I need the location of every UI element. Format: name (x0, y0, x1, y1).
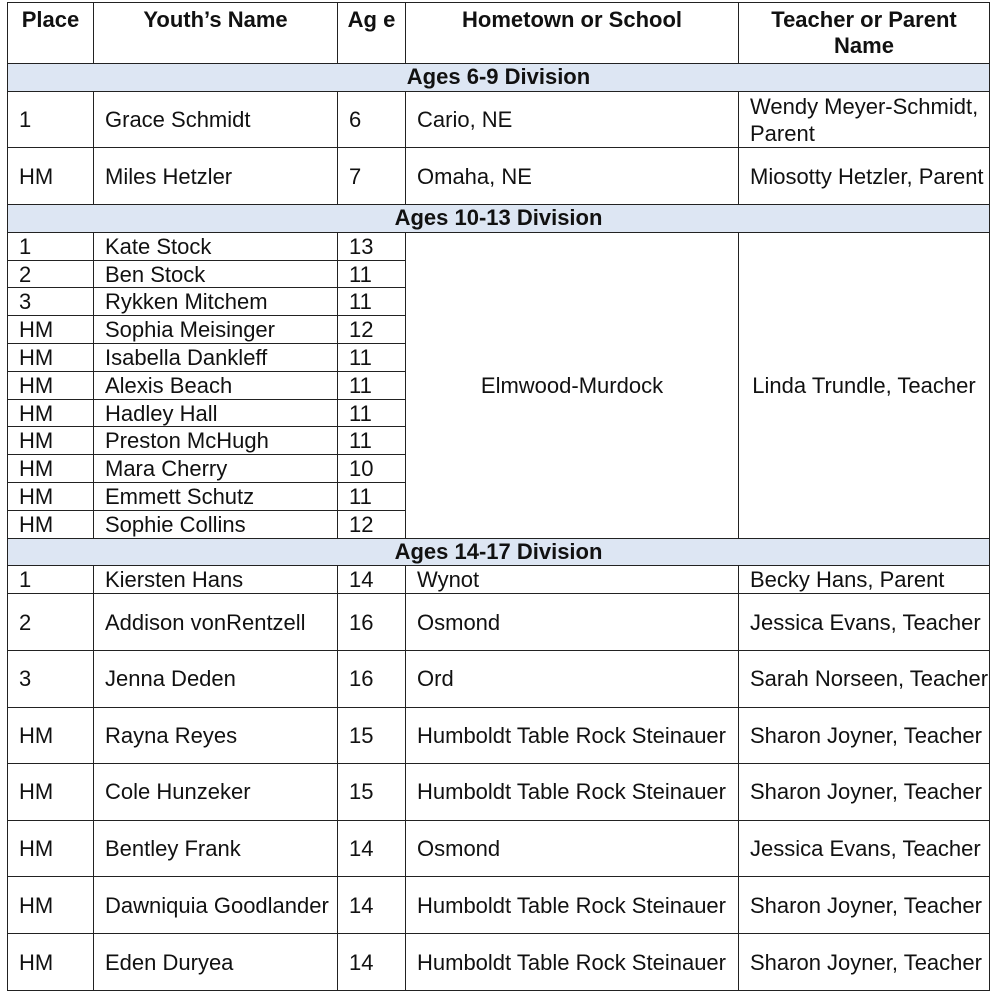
place-cell: HM (8, 510, 94, 538)
header-hometown: Hometown or School (406, 3, 739, 64)
age-cell: 15 (338, 707, 406, 764)
name-cell: Isabella Dankleff (94, 344, 338, 372)
teacher-cell: Jessica Evans, Teacher (739, 820, 990, 877)
age-cell: 14 (338, 934, 406, 991)
table-row (8, 148, 990, 205)
age-cell: 7 (338, 148, 406, 205)
name-cell: Rykken Mitchem (94, 288, 338, 316)
name-cell: Kiersten Hans (94, 566, 338, 594)
name-cell: Hadley Hall (94, 399, 338, 427)
age-cell: 15 (338, 764, 406, 821)
name-cell: Emmett Schutz (94, 483, 338, 511)
age-cell: 11 (338, 260, 406, 288)
name-cell: Alexis Beach (94, 371, 338, 399)
teacher-cell: Sarah Norseen, Teacher (739, 650, 990, 707)
hometown-cell: Omaha, NE (406, 148, 739, 205)
table-row (8, 594, 990, 651)
name-cell: Rayna Reyes (94, 707, 338, 764)
place-cell: 2 (8, 260, 94, 288)
division-title: Ages 14-17 Division (8, 538, 990, 566)
place-cell: HM (8, 820, 94, 877)
table-row (8, 91, 990, 148)
table-row (8, 650, 990, 707)
age-cell: 11 (338, 427, 406, 455)
place-cell: 1 (8, 91, 94, 148)
division-title: Ages 10-13 Division (8, 205, 990, 233)
age-cell: 11 (338, 483, 406, 511)
teacher-cell: Sharon Joyner, Teacher (739, 707, 990, 764)
age-cell: 11 (338, 399, 406, 427)
hometown-cell: Humboldt Table Rock Steinauer (406, 707, 739, 764)
division-title: Ages 6-9 Division (8, 64, 990, 92)
header-teacher: Teacher or Parent Name (739, 3, 990, 64)
age-cell: 14 (338, 820, 406, 877)
place-cell: 1 (8, 232, 94, 260)
table-row (8, 707, 990, 764)
name-cell: Dawniquia Goodlander (94, 877, 338, 934)
place-cell: HM (8, 455, 94, 483)
age-cell: 6 (338, 91, 406, 148)
hometown-cell: Humboldt Table Rock Steinauer (406, 764, 739, 821)
header-age: Ag e (338, 3, 406, 64)
name-cell: Ben Stock (94, 260, 338, 288)
division-header-row (8, 64, 990, 92)
name-cell: Bentley Frank (94, 820, 338, 877)
place-cell: HM (8, 707, 94, 764)
table-row (8, 820, 990, 877)
name-cell: Grace Schmidt (94, 91, 338, 148)
age-cell: 10 (338, 455, 406, 483)
header-place: Place (8, 3, 94, 64)
hometown-cell: Humboldt Table Rock Steinauer (406, 877, 739, 934)
name-cell: Addison vonRentzell (94, 594, 338, 651)
age-cell: 16 (338, 594, 406, 651)
hometown-cell: Ord (406, 650, 739, 707)
table-row (8, 877, 990, 934)
age-cell: 14 (338, 566, 406, 594)
name-cell: Jenna Deden (94, 650, 338, 707)
age-cell: 13 (338, 232, 406, 260)
teacher-cell: Sharon Joyner, Teacher (739, 877, 990, 934)
name-cell: Mara Cherry (94, 455, 338, 483)
table-row (8, 232, 990, 260)
place-cell: HM (8, 371, 94, 399)
name-cell: Eden Duryea (94, 934, 338, 991)
teacher-cell: Jessica Evans, Teacher (739, 594, 990, 651)
hometown-cell: Humboldt Table Rock Steinauer (406, 934, 739, 991)
place-cell: HM (8, 427, 94, 455)
place-cell: HM (8, 316, 94, 344)
place-cell: 2 (8, 594, 94, 651)
hometown-cell: Wynot (406, 566, 739, 594)
place-cell: 1 (8, 566, 94, 594)
teacher-cell: Miosotty Hetzler, Parent (739, 148, 990, 205)
division-header-row (8, 205, 990, 233)
header-youth-name: Youth’s Name (94, 3, 338, 64)
name-cell: Kate Stock (94, 232, 338, 260)
hometown-cell: Osmond (406, 594, 739, 651)
place-cell: HM (8, 148, 94, 205)
place-cell: HM (8, 399, 94, 427)
age-cell: 16 (338, 650, 406, 707)
table-row (8, 764, 990, 821)
teacher-cell: Sharon Joyner, Teacher (739, 764, 990, 821)
hometown-cell: Osmond (406, 820, 739, 877)
age-cell: 12 (338, 510, 406, 538)
table-row (8, 934, 990, 991)
results-table (7, 2, 990, 991)
shared-teacher-cell: Linda Trundle, Teacher (739, 232, 990, 538)
age-cell: 12 (338, 316, 406, 344)
division-header-row (8, 538, 990, 566)
name-cell: Cole Hunzeker (94, 764, 338, 821)
name-cell: Preston McHugh (94, 427, 338, 455)
hometown-cell: Cario, NE (406, 91, 739, 148)
age-cell: 11 (338, 288, 406, 316)
teacher-cell: Sharon Joyner, Teacher (739, 934, 990, 991)
place-cell: HM (8, 934, 94, 991)
place-cell: HM (8, 344, 94, 372)
shared-hometown-cell: Elmwood-Murdock (406, 232, 739, 538)
name-cell: Sophie Collins (94, 510, 338, 538)
place-cell: 3 (8, 288, 94, 316)
place-cell: HM (8, 483, 94, 511)
place-cell: HM (8, 877, 94, 934)
teacher-cell: Wendy Meyer-Schmidt, Parent (739, 91, 990, 148)
age-cell: 11 (338, 344, 406, 372)
place-cell: 3 (8, 650, 94, 707)
name-cell: Sophia Meisinger (94, 316, 338, 344)
teacher-cell: Becky Hans, Parent (739, 566, 990, 594)
place-cell: HM (8, 764, 94, 821)
name-cell: Miles Hetzler (94, 148, 338, 205)
age-cell: 14 (338, 877, 406, 934)
table-row (8, 566, 990, 594)
header-row (8, 3, 990, 64)
age-cell: 11 (338, 371, 406, 399)
